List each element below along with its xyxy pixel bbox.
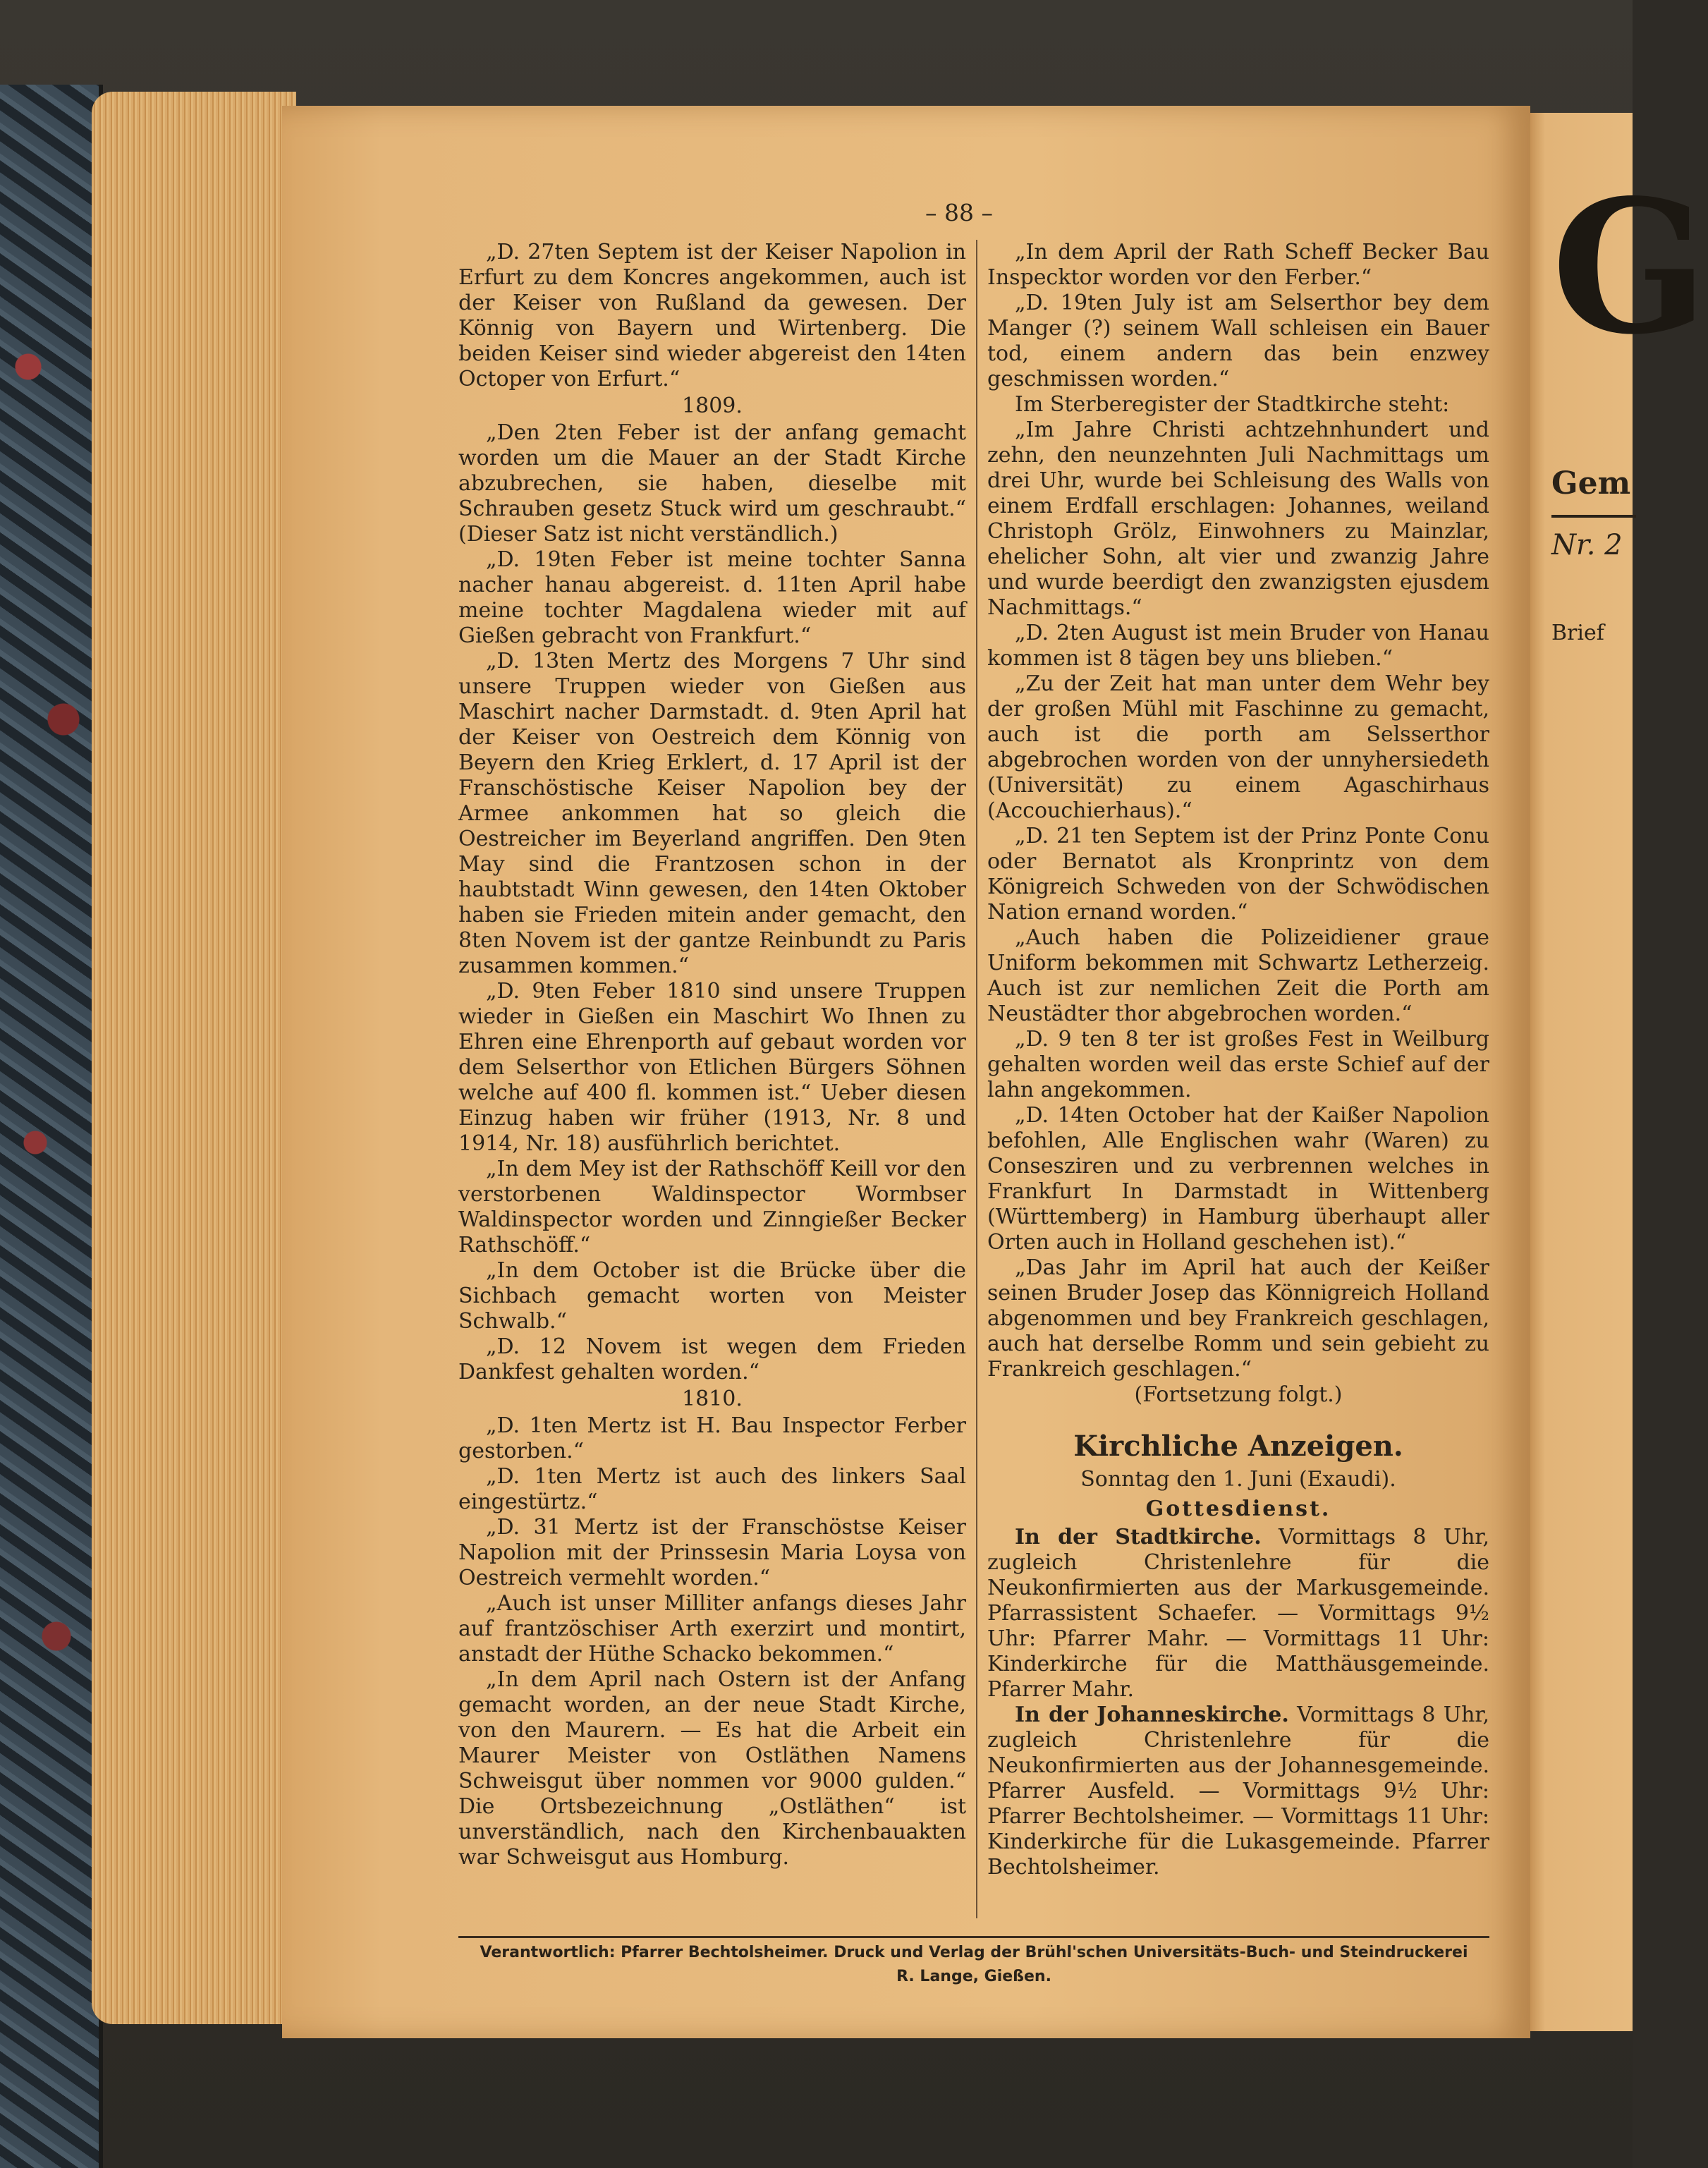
paragraph: „D. 27ten Septem ist der Keiser Napolion in Erfurt zu dem Koncres angekommen, auch ist der Keiser von Rußland da gewesen. Der Könnig von Bayern und Wirtenberg. Die beiden Keiser sind wieder abgereist den 14ten Octoper von Erfurt.“ <box>458 240 966 391</box>
paragraph: „D. 13ten Mertz des Morgens 7 Uhr sind unsere Truppen wieder von Gießen aus Maschirt nacher Darmstadt. d. 9ten April hat der Keiser von Oestreich dem Könnig von Beyern den Krieg Erklert, d. 17 April ist der Franschöstische Keiser Napolion bey der Armee ankommen hat so gleich die Oestreicher im Beyerland angriffen. Den 9ten May sind die Frantzosen schon in der haubtstadt Winn gewesen, den 14ten Oktober haben sie Frieden mitein ander gemacht, den 8ten Novem ist der gantze Reinbundt zu Paris zusammen kommen.“ <box>458 649 966 978</box>
right-page-rule <box>1551 515 1636 518</box>
imprint-footer <box>458 1941 1489 1989</box>
johanneskirche-notice <box>987 1703 1489 1880</box>
johanneskirche-text: Vormittags 8 Uhr, zugleich Christenlehre für die Neukonfirmierten aus der Johannesgemeinde. Pfarrer Ausfeld. — Vormittags 9½ Uhr: Pfarrer Bechtolsheimer. — Vormittags 11 Uhr: Kinderkirche für die Lukasgemeinde. Pfarrer Bechtolsheimer. <box>987 1703 1489 1880</box>
right-page-first-word: Brief <box>1551 621 1604 645</box>
paragraph: „Im Jahre Christi achtzehnhundert und zehn, den neunzehnten Juli Nachmittags um drei Uhr, wurde bei Schleisung des Walls von einem Erdfall erschlagen: Johannes, weiland Christoph Grölz, Einwohners zu Mainzlar, ehelicher Sohn, alt vier und zwanzig Jahre und wurde beerdigt den zwanzigsten ejusdem Nachmittags.“ <box>987 418 1489 620</box>
paragraph: „D. 14ten October hat der Kaißer Napolion befohlen, Alle Englischen wahr (Waren) zu Consesziren und zu verbrennen welches in Frankfurt In Darmstadt in Wittenberg (Württemberg) in Hamburg überhaupt aller Orten auch in Holland geschehen ist).“ <box>987 1103 1489 1255</box>
service-heading: Gottesdienst. <box>1145 1497 1331 1521</box>
paragraph: „In dem October ist die Brücke über die Sichbach gemacht worten von Meister Schwalb.“ <box>458 1258 966 1334</box>
paragraph: „In dem April nach Ostern ist der Anfang gemacht worden, an der neue Stadt Kirche, von den Maurern. — Es hat die Arbeit ein Maurer Meister von Ostläthen Namens Schweisgut über nommen vor 9000 gulden.“ Die Ortsbezeichnung „Ostläthen“ ist unverständlich, nach den Kirchenbauakten war Schweisgut aus Homburg. <box>458 1667 966 1870</box>
paragraph: „Das Jahr im April hat auch der Keißer seinen Bruder Josep das Könnigreich Holland abgenommen und bey Frankreich geschlagen, auch hat derselbe Romm und sein gebieht zu Frankreich geschlagen.“ <box>987 1255 1489 1382</box>
paragraph: „D. 9 ten 8 ter ist großes Fest in Weilburg gehalten worden weil das erste Schief auf der lahn angekommen. <box>987 1027 1489 1102</box>
paragraph: „In dem Mey ist der Rathschöff Keill vor den verstorbenen Waldinspector Wormbser Waldinspector worden und Zinngießer Becker Rathschöff.“ <box>458 1157 966 1257</box>
paragraph: „D. 21 ten Septem ist der Prinz Ponte Conu oder Bernatot als Kronprintz von dem Königreich Schweden von der Schwödischen Nation ernand worden.“ <box>987 824 1489 925</box>
paragraph: „D. 12 Novem ist wegen dem Frieden Dankfest gehalten worden.“ <box>458 1334 966 1384</box>
stadtkirche-text: Vormittags 8 Uhr, zugleich Christenlehre für die Neukonfirmierten aus der Markusgemeinde. Pfarrassistent Schaefer. — Vormittags 9½ Uhr: Pfarrer Mahr. — Vormittags 11 Uhr: Kinderkirche für die Matthäusgemeinde. Pfarrer Mahr. <box>987 1525 1490 1702</box>
continuation-note: (Fortsetzung folgt.) <box>1134 1382 1343 1407</box>
paragraph: „Auch ist unser Milliter anfangs dieses Jahr auf frantzöschiser Arth exerzirt und montirt, anstadt der Hüthe Schacko bekommen.“ <box>458 1591 966 1667</box>
imprint-line-2: R. Lange, Gießen. <box>896 1968 1051 1985</box>
stadtkirche-lead: In der Stadtkirche. <box>1015 1525 1262 1549</box>
paragraph: „Auch haben die Polizeidiener graue Uniform bekommen mit Schwartz Letherzeig. Auch ist zur nemlichen Zeit die Porth am Neustädter thor abgebrochen worden.“ <box>987 925 1489 1026</box>
paragraph: „D. 9ten Feber 1810 sind unsere Truppen wieder in Gießen ein Maschirt Wo Ihnen zu Ehren eine Ehrenporth auf gebaut worden vor dem Selserthor von Etlichen Bürgers Söhnen welche auf 400 fl. kommen ist.“ Ueber diesen Einzug haben wir früher (1913, Nr. 8 und 1914, Nr. 18) ausführlich berichtet. <box>458 979 966 1156</box>
right-page-issue: Nr. 2 <box>1551 529 1623 561</box>
left-column <box>458 240 966 1870</box>
paragraph: „Den 2ten Feber ist der anfang gemacht worden um die Mauer an der Stadt Kirche abzubrechen, sie haben, dieselbe mit Schrauben gesetz Stuck wird um geschraubt.“ (Dieser Satz ist nicht verständlich.) <box>458 420 966 547</box>
church-notices <box>987 1429 1489 1880</box>
page-edges <box>92 92 296 2024</box>
paragraph: „D. 31 Mertz ist der Franschöstse Keiser Napolion mit der Prinssesin Maria Loysa von Oestreich vermehlt worden.“ <box>458 1515 966 1590</box>
paragraph: „Zu der Zeit hat man unter dem Wehr bey der großen Mühl mit Faschinne zu gemacht, auch ist die porth am Selsserthor abgebrochen worden von der unnyhersiedeth (Universität) zu einem Agaschirhaus (Accouchierhaus).“ <box>987 671 1489 823</box>
right-page-fragment <box>1523 113 1708 2031</box>
year-heading: 1810. <box>682 1387 743 1411</box>
paragraph: „D. 19ten Feber ist meine tochter Sanna nacher hanau abgereist. d. 11ten April habe meine tochter Magdalena wieder mit auf Gießen gebracht von Frankfurt.“ <box>458 547 966 648</box>
footer-rule <box>458 1936 1489 1938</box>
paragraph: „D. 19ten July ist am Selserthor bey dem Manger (?) seinem Wall schleisen ein Bauer tod, einem andern das bein enzwey geschmissen worden.“ <box>987 291 1489 391</box>
right-page-header: Gem <box>1551 465 1631 501</box>
notices-title: Kirchliche Anzeigen. <box>1073 1430 1403 1463</box>
marbled-book-cover <box>0 85 103 2168</box>
paragraph: „In dem April der Rath Scheff Becker Bau Inspecktor worden vor den Ferber.“ <box>987 240 1489 290</box>
paragraph: Im Sterberegister der Stadtkirche steht: <box>1015 392 1450 417</box>
notices-date: Sonntag den 1. Juni (Exaudi). <box>1080 1467 1396 1492</box>
johanneskirche-lead: In der Johanneskirche. <box>1015 1703 1289 1727</box>
paragraph: „D. 2ten August ist mein Bruder von Hanau kommen ist 8 tägen bey uns blieben.“ <box>987 621 1489 671</box>
right-column-text <box>987 240 1489 1408</box>
column-divider <box>976 240 977 1918</box>
year-heading: 1809. <box>682 394 743 418</box>
imprint-line-1: Verantwortlich: Pfarrer Bechtolsheimer. Druck und Verlag der Brühl'schen Universitäts-Buch- und Steindruckerei <box>480 1944 1468 1961</box>
paragraph: „D. 1ten Mertz ist H. Bau Inspector Ferber gestorben.“ <box>458 1413 966 1463</box>
page-number: – 88 – <box>925 199 993 226</box>
right-page-initial: G <box>1551 160 1708 375</box>
stadtkirche-notice <box>987 1525 1489 1703</box>
right-column <box>987 240 1489 1880</box>
paragraph: „D. 1ten Mertz ist auch des linkers Saal eingestürtz.“ <box>458 1464 966 1514</box>
